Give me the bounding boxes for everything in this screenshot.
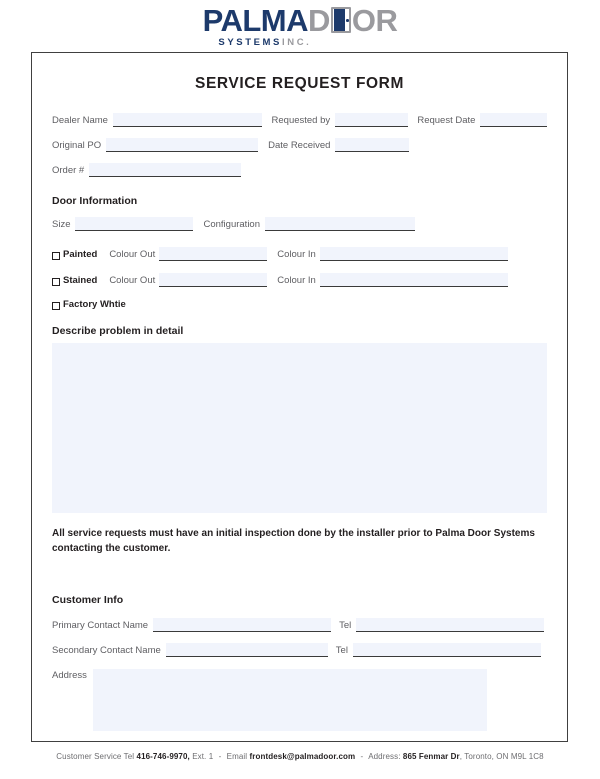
input-original-po[interactable] — [106, 138, 258, 152]
label-painted: Painted — [63, 249, 98, 260]
label-painted-colour-out: Colour Out — [109, 249, 156, 260]
input-date-received[interactable] — [335, 138, 409, 152]
logo-text-d: D — [308, 2, 330, 38]
checkbox-factory-white[interactable] — [52, 302, 60, 310]
footer-phone: 416-746-9970, — [136, 752, 190, 761]
label-stained-colour-out: Colour Out — [109, 275, 156, 286]
label-configuration: Configuration — [203, 218, 260, 230]
input-configuration[interactable] — [265, 217, 415, 231]
logo-text-palma: PALMA — [202, 2, 309, 38]
input-primary-contact-name[interactable] — [153, 618, 331, 632]
field-row-secondary-contact — [52, 643, 547, 657]
label-stained-colour-in: Colour In — [277, 275, 316, 286]
field-row-address — [52, 669, 547, 731]
checkbox-stained[interactable] — [52, 278, 60, 286]
footer-address-label: Address: — [368, 752, 401, 761]
label-dealer-name: Dealer Name — [52, 114, 108, 126]
field-row-original-po — [52, 138, 547, 152]
field-row-primary-contact — [52, 618, 547, 632]
company-logo — [0, 0, 600, 52]
field-row-dealer — [52, 113, 547, 127]
label-original-po: Original PO — [52, 139, 102, 151]
label-size: Size — [52, 218, 71, 230]
form-page — [31, 52, 568, 742]
logo-subtitle — [203, 38, 398, 48]
field-row-stained — [52, 273, 547, 287]
label-address: Address — [52, 670, 87, 681]
textarea-describe-problem[interactable] — [52, 343, 547, 513]
input-secondary-contact-name[interactable] — [166, 643, 328, 657]
label-date-received: Date Received — [268, 139, 331, 151]
input-primary-tel[interactable] — [356, 618, 544, 632]
footer-contact-bar — [0, 752, 600, 761]
label-stained: Stained — [63, 275, 98, 286]
logo-text-or: OR — [351, 2, 398, 38]
footer-separator-1: - — [218, 752, 222, 761]
section-heading-describe-problem: Describe problem in detail — [52, 325, 184, 337]
footer-separator-2: - — [360, 752, 364, 761]
footer-email-label: Email — [226, 752, 248, 761]
label-requested-by: Requested by — [271, 114, 331, 126]
label-order-number: Order # — [52, 164, 85, 176]
input-dealer-name[interactable] — [113, 113, 262, 127]
input-size[interactable] — [75, 217, 193, 231]
logo-text-systems: SYSTEMS — [218, 36, 282, 48]
checkbox-painted[interactable] — [52, 252, 60, 260]
footer-address-street: 865 Fenmar Dr — [402, 752, 460, 761]
input-order-number[interactable] — [89, 163, 241, 177]
footer-email: frontdesk@palmadoor.com — [249, 752, 356, 761]
door-icon — [331, 7, 351, 33]
page-title: SERVICE REQUEST FORM — [195, 75, 404, 92]
input-secondary-tel[interactable] — [353, 643, 541, 657]
field-row-factory-white — [52, 299, 547, 311]
field-row-order-number — [52, 163, 547, 177]
logo-text-inc: INC. — [282, 36, 312, 48]
input-stained-colour-out[interactable] — [159, 273, 267, 287]
label-secondary-contact-name: Secondary Contact Name — [52, 644, 161, 656]
input-painted-colour-in[interactable] — [320, 247, 508, 261]
field-row-painted — [52, 247, 547, 261]
label-secondary-tel: Tel — [335, 644, 348, 656]
input-requested-by[interactable] — [335, 113, 407, 127]
input-stained-colour-in[interactable] — [320, 273, 508, 287]
section-heading-customer-info: Customer Info — [52, 594, 124, 606]
notice-text: All service requests must have an initial inspection done by the installer prior to Palma Door Systems contacting the customer. — [52, 528, 535, 554]
footer-address-rest: , Toronto, ON M9L 1C8 — [459, 752, 544, 761]
field-row-size-configuration — [52, 217, 547, 231]
label-painted-colour-in: Colour In — [277, 249, 316, 260]
label-primary-tel: Tel — [339, 619, 352, 631]
footer-service-label: Customer Service Tel — [56, 752, 135, 761]
section-heading-door-information: Door Information — [52, 195, 138, 207]
logo-wordmark — [202, 2, 398, 38]
label-request-date: Request Date — [417, 114, 476, 126]
label-factory-white: Factory Whtie — [63, 299, 126, 310]
input-request-date[interactable] — [480, 113, 547, 127]
input-painted-colour-out[interactable] — [159, 247, 267, 261]
footer-ext: Ext. 1 — [192, 752, 214, 761]
textarea-address[interactable] — [93, 669, 487, 731]
label-primary-contact-name: Primary Contact Name — [52, 619, 149, 631]
